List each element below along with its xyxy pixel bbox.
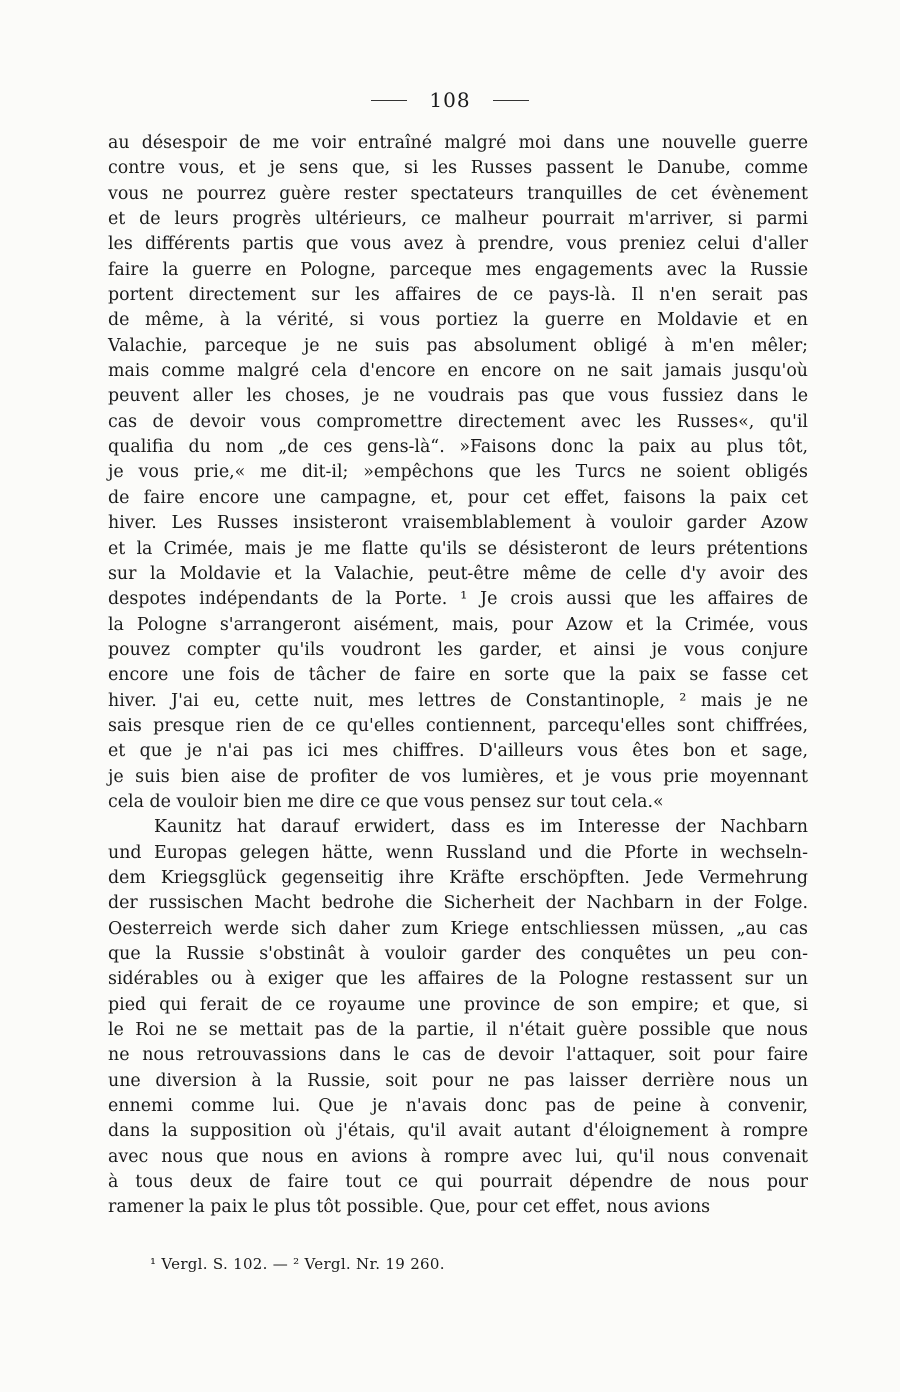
- text-line: sur la Moldavie et la Valachie, peut-être même de celle d'y avoir des: [108, 563, 808, 584]
- text-line: cela de vouloir bien me dire ce que vous pensez sur tout cela.«: [108, 791, 664, 812]
- header-rule-left: [371, 100, 407, 101]
- text-line: hiver. Les Russes insisteront vraisemblablement à vouloir garder Azow: [108, 513, 808, 534]
- text-line: encore une fois de tâcher de faire en sorte que la paix se fasse cet: [108, 665, 808, 686]
- text-line: qualifia du nom „de ces gens-là“. »Faisons donc la paix au plus tôt,: [108, 437, 808, 458]
- text-line: et la Crimée, mais je me flatte qu'ils se désisteront de leurs prétentions: [108, 538, 808, 559]
- text-line: vous ne pourrez guère rester spectateurs tranquilles de cet évènement: [108, 183, 808, 204]
- text-line: la Pologne s'arrangeront aisément, mais, pour Azow et la Crimée, vous: [108, 614, 808, 635]
- text-line: dem Kriegsglück gegenseitig ihre Kräfte erschöpften. Jede Vermehrung: [108, 867, 808, 888]
- text-line: Kaunitz hat darauf erwidert, dass es im Interesse der Nachbarn: [154, 817, 808, 838]
- body-text: [108, 131, 808, 1221]
- text-line: une diversion à la Russie, soit pour ne pas laisser derrière nous un: [108, 1070, 808, 1091]
- text-line: sais presque rien de ce qu'elles contiennent, parcequ'elles sont chiffrées,: [108, 715, 808, 736]
- header-rule-right: [493, 100, 529, 101]
- text-line: cas de devoir vous compromettre directement avec les Russes«, qu'il: [108, 411, 808, 432]
- text-line: und Europas gelegen hätte, wenn Russland und die Pforte in wechseln-: [108, 842, 808, 863]
- text-line: et que je n'ai pas ici mes chiffres. D'ailleurs vous êtes bon et sage,: [108, 741, 808, 762]
- page-header: [0, 86, 900, 114]
- text-line: Oesterreich werde sich daher zum Kriege entschliessen müssen, „au cas: [108, 918, 808, 939]
- text-line: contre vous, et je sens que, si les Russes passent le Danube, comme: [108, 158, 808, 179]
- text-line: les différents partis que vous avez à prendre, vous preniez celui d'aller: [108, 234, 808, 255]
- text-line: que la Russie s'obstinât à vouloir garder des conquêtes un peu con-: [108, 944, 808, 964]
- text-line: pouvez compter qu'ils voudront les garder, et ainsi je vous conjure: [108, 639, 808, 660]
- text-line: de faire encore une campagne, et, pour cet effet, faisons la paix cet: [108, 487, 808, 508]
- text-line: dans la supposition où j'étais, qu'il avait autant d'éloignement à rompre: [108, 1121, 808, 1142]
- page-number: 108: [429, 88, 471, 112]
- text-line: hiver. J'ai eu, cette nuit, mes lettres de Constantinople, ² mais je ne: [108, 690, 808, 711]
- text-line: au désespoir de me voir entraîné malgré moi dans une nouvelle guerre: [108, 133, 808, 153]
- text-line: pied qui ferait de ce royaume une province de son empire; et que, si: [108, 994, 808, 1015]
- text-line: portent directement sur les affaires de ce pays-là. Il n'en serait pas: [108, 285, 808, 306]
- text-line: faire la guerre en Pologne, parceque mes engagements avec la Russie: [108, 259, 808, 280]
- text-line: à tous deux de faire tout ce qui pourrait dépendre de nous pour: [108, 1172, 808, 1193]
- text-line: Valachie, parceque je ne suis pas absolument obligé à m'en mêler;: [108, 335, 808, 356]
- text-line: et de leurs progrès ultérieurs, ce malheur pourrait m'arriver, si parmi: [108, 209, 808, 230]
- footnotes: ¹ Vergl. S. 102. — ² Vergl. Nr. 19 260.: [150, 1255, 445, 1273]
- text-line: ennemi comme lui. Que je n'avais donc pas de peine à convenir,: [108, 1096, 808, 1117]
- text-line: sidérables ou à exiger que les affaires de la Pologne restassent sur un: [108, 969, 808, 990]
- text-line: je vous prie,« me dit-il; »empêchons que les Turcs ne soient obligés: [108, 462, 808, 483]
- text-line: ramener la paix le plus tôt possible. Que, pour cet effet, nous avions: [108, 1197, 711, 1218]
- text-line: avec nous que nous en avions à rompre avec lui, qu'il nous convenait: [108, 1146, 808, 1167]
- text-line: mais comme malgré cela d'encore en encore on ne sait jamais jusqu'où: [108, 361, 808, 382]
- text-line: le Roi ne se mettait pas de la partie, il n'était guère possible que nous: [108, 1020, 808, 1041]
- text-line: ne nous retrouvassions dans le cas de devoir l'attaquer, soit pour faire: [108, 1045, 808, 1066]
- text-line: der russischen Macht bedrohe die Sicherheit der Nachbarn in der Folge.: [108, 893, 808, 914]
- text-line: je suis bien aise de profiter de vos lumières, et je vous prie moyennant: [108, 766, 808, 787]
- text-line: despotes indépendants de la Porte. ¹ Je crois aussi que les affaires de: [108, 589, 808, 610]
- text-line: peuvent aller les choses, je ne voudrais pas que vous fussiez dans le: [108, 386, 808, 407]
- text-line: de même, à la vérité, si vous portiez la guerre en Moldavie et en: [108, 310, 808, 331]
